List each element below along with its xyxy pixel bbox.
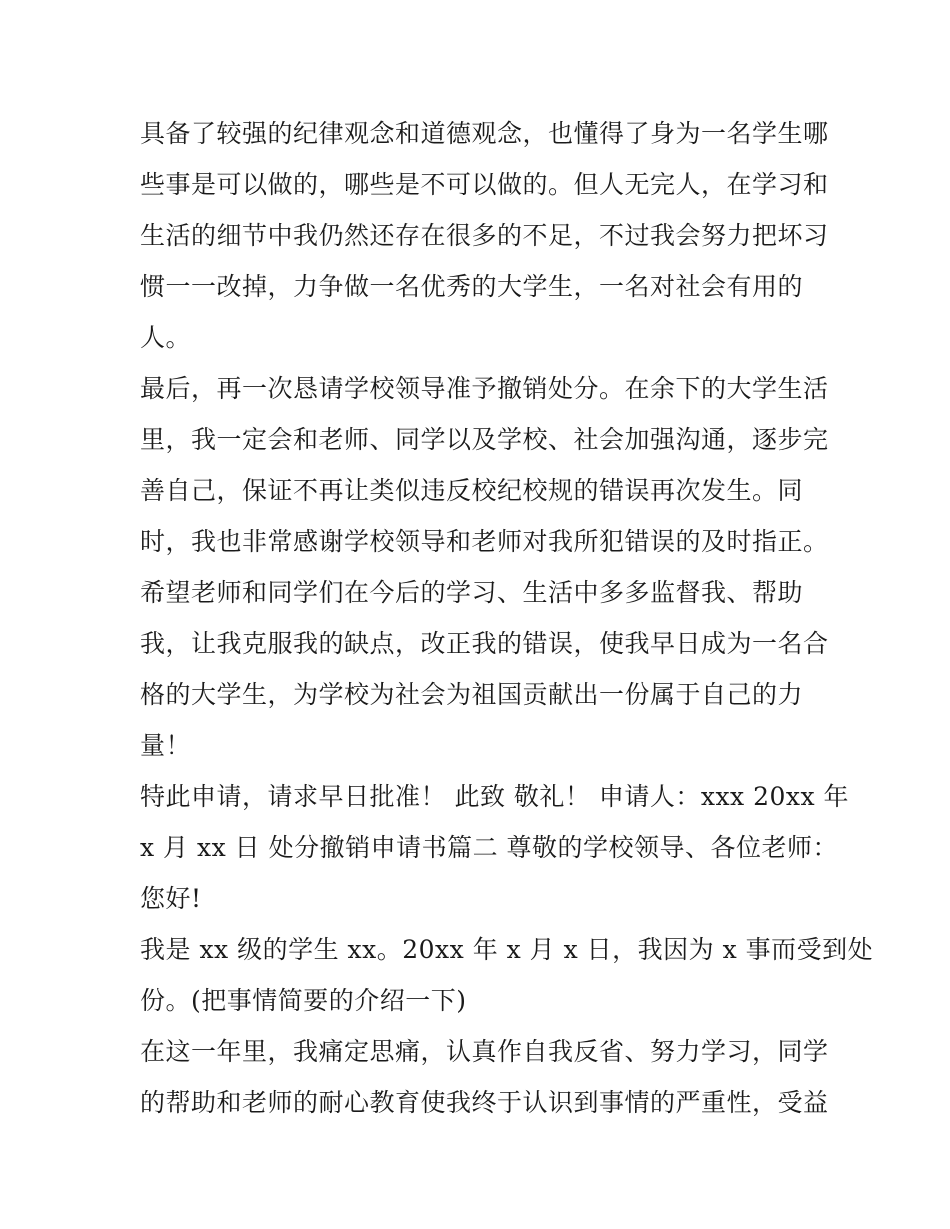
text-line: 时，我也非常感谢学校领导和老师对我所犯错误的及时指正。	[140, 527, 829, 556]
text-line: 我，让我克服我的缺点，改正我的错误，使我早日成为一名合	[140, 629, 829, 658]
text-line: 惯一一改掉，力争做一名优秀的大学生，一名对社会有用的	[140, 272, 804, 301]
text-line: 我是 xx 级的学生 xx。20xx 年 x 月 x 日，我因为 x 事而受到处	[140, 935, 874, 964]
text-line: 在这一年里，我痛定思痛，认真作自我反省、努力学习，同学	[140, 1037, 829, 1066]
text-line: 格的大学生，为学校为社会为祖国贡献出一份属于自己的力	[140, 680, 804, 709]
text-line: 量！	[140, 731, 192, 760]
text-line: 最后，再一次恳请学校领导准予撤销处分。在余下的大学生活	[140, 374, 829, 403]
text-line: 里，我一定会和老师、同学以及学校、社会加强沟通，逐步完	[140, 425, 829, 454]
text-line: 善自己，保证不再让类似违反校纪校规的错误再次发生。同	[140, 476, 804, 505]
text-line: x 月 xx 日 处分撤销申请书篇二 尊敬的学校领导、各位老师：	[140, 833, 839, 862]
text-line: 份。(把事情简要的介绍一下)	[140, 986, 467, 1015]
text-line: 人。	[140, 323, 192, 352]
document-body	[140, 108, 874, 1128]
text-line: 希望老师和同学们在今后的学习、生活中多多监督我、帮助	[140, 578, 804, 607]
text-line: 的帮助和老师的耐心教育使我终于认识到事情的严重性，受益	[140, 1088, 829, 1117]
text-line: 特此申请，请求早日批准！ 此致 敬礼！ 申请人：xxx 20xx 年	[140, 782, 850, 811]
text-line: 您好!	[140, 884, 202, 913]
text-line: 生活的细节中我仍然还存在很多的不足，不过我会努力把坏习	[140, 221, 829, 250]
text-line: 些事是可以做的，哪些是不可以做的。但人无完人，在学习和	[140, 170, 829, 199]
text-line: 具备了较强的纪律观念和道德观念，也懂得了身为一名学生哪	[140, 119, 829, 148]
